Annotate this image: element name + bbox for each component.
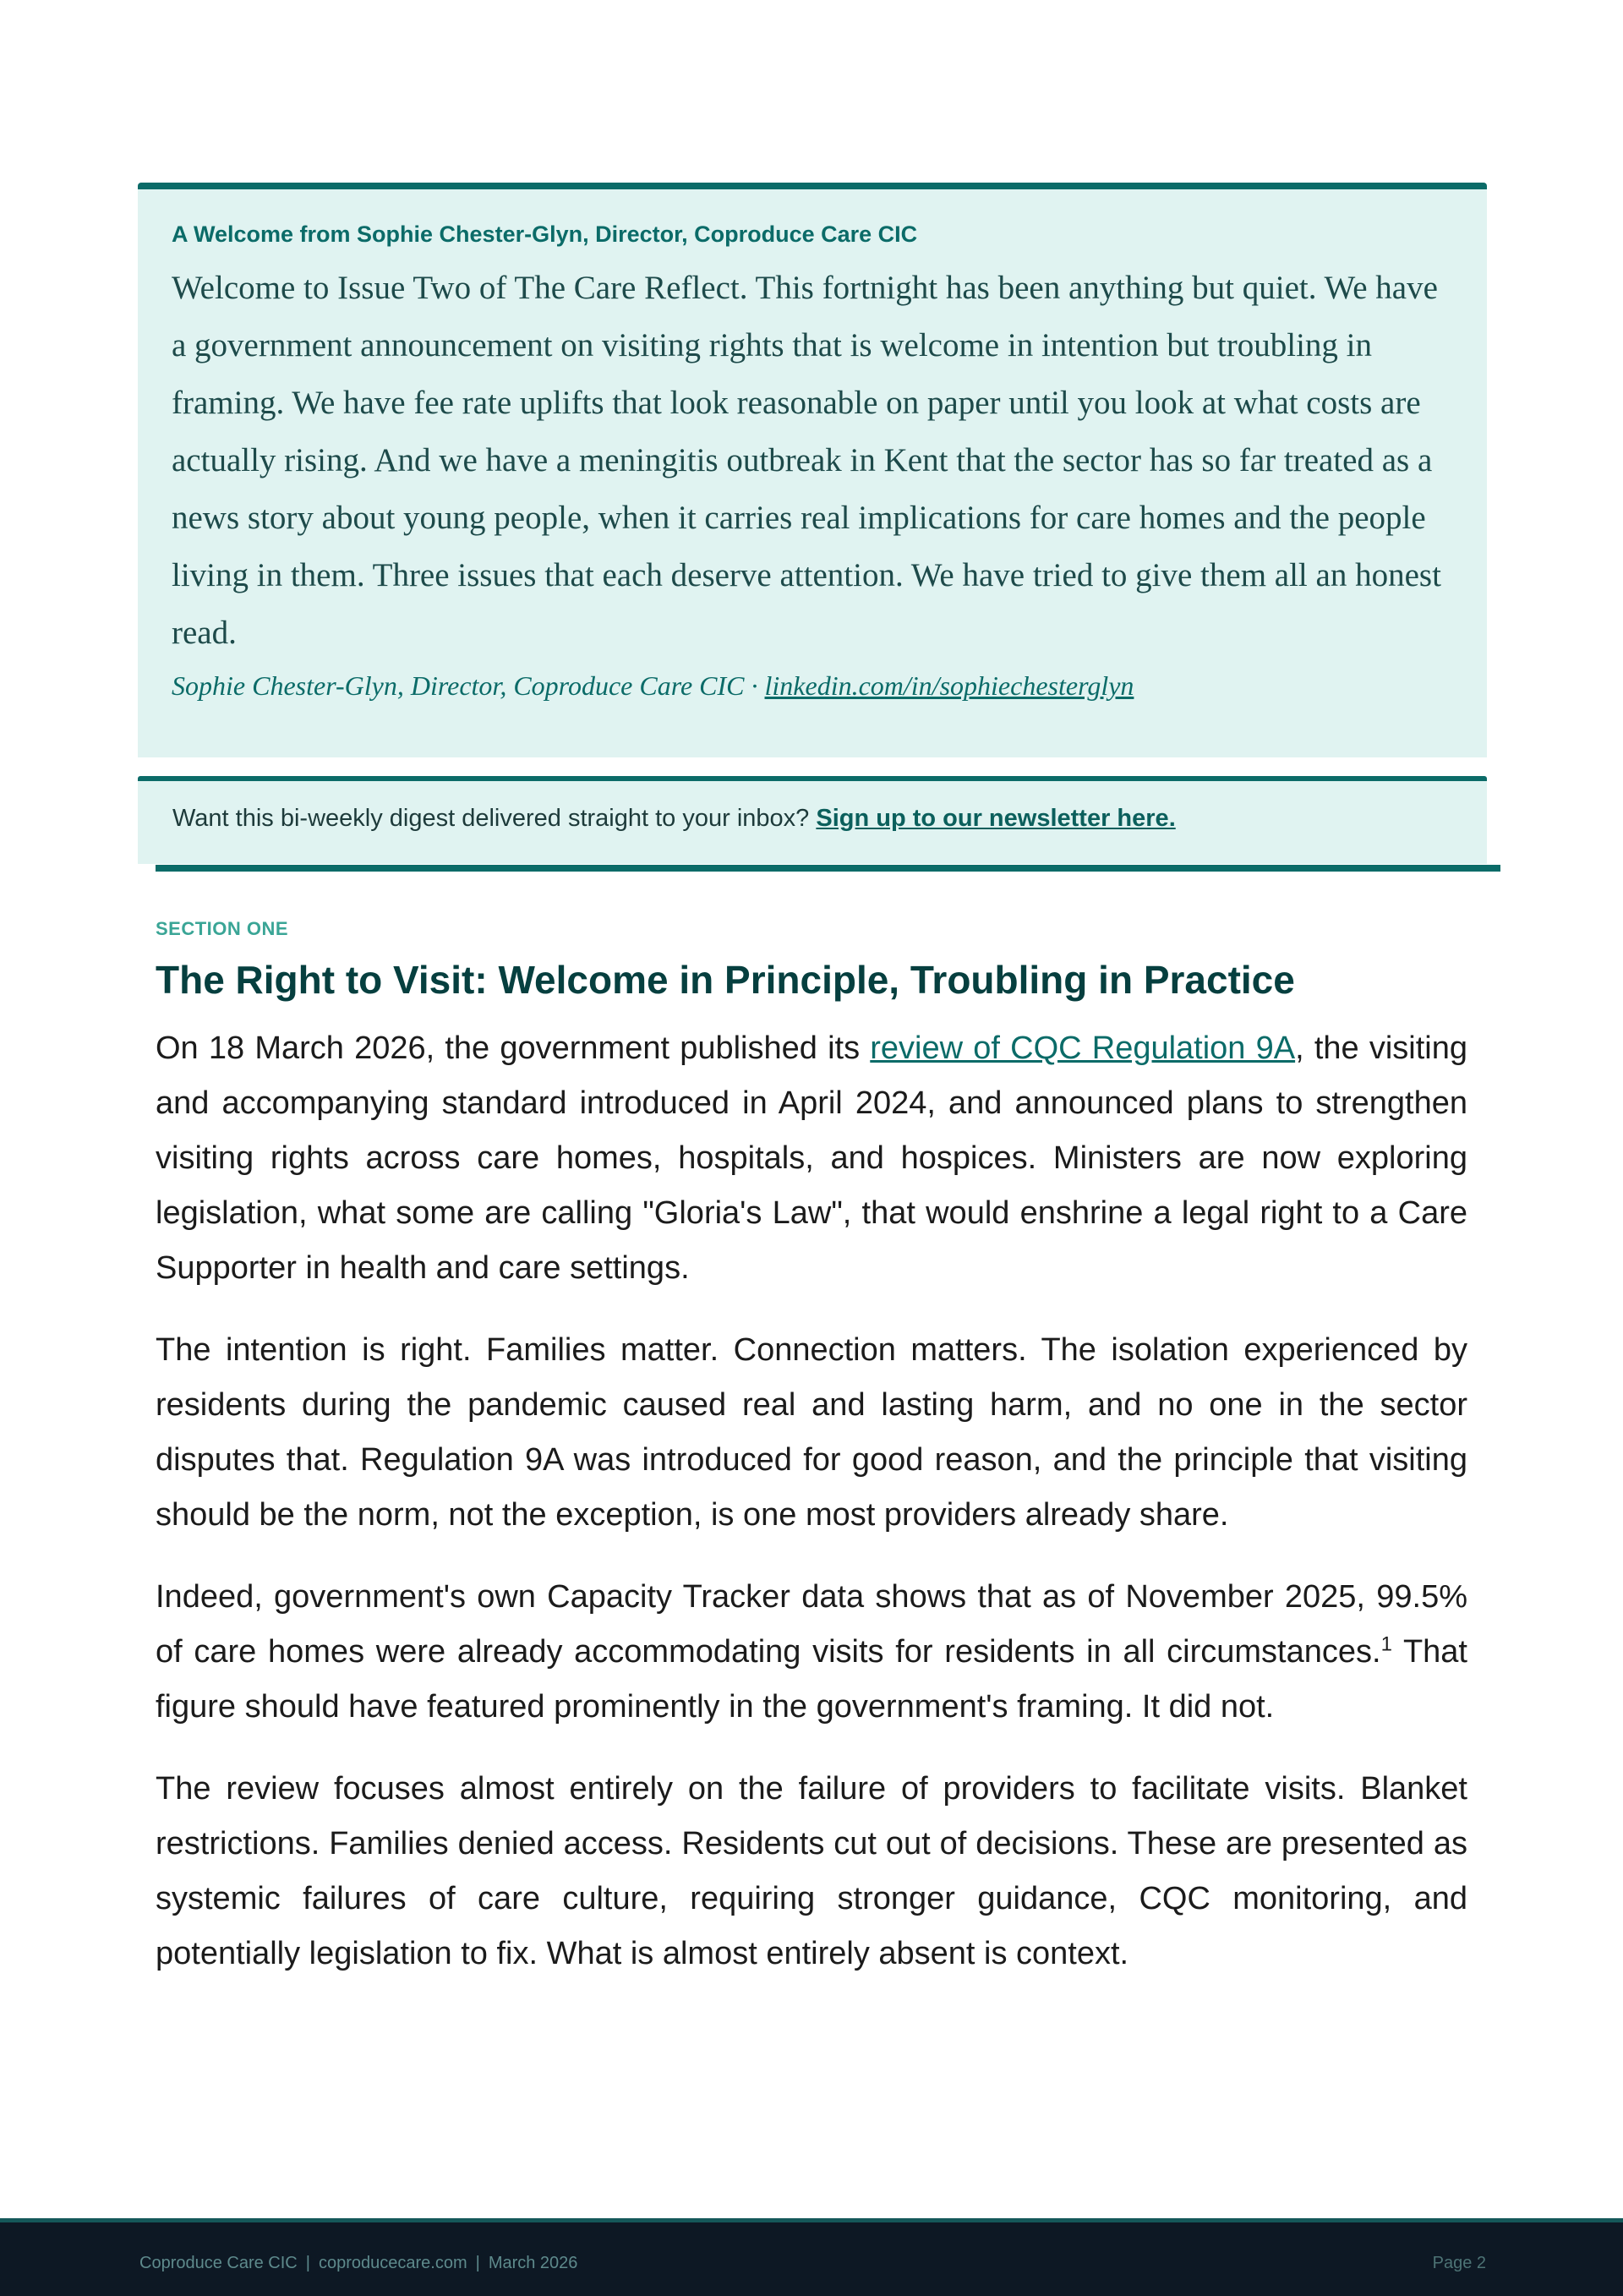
linkedin-link[interactable]: linkedin.com/in/sophiechesterglyn — [764, 670, 1134, 701]
welcome-heading: A Welcome from Sophie Chester-Glyn, Director, Coproduce Care CIC — [172, 221, 918, 247]
divider — [156, 865, 1500, 872]
text: On 18 March 2026, the government published its — [156, 1030, 871, 1066]
signature-text: Sophie Chester-Glyn, Director, Coproduce Care CIC · — [172, 670, 765, 701]
separator: | — [305, 2254, 310, 2272]
paragraph — [156, 1021, 1467, 1296]
welcome-signature — [172, 670, 1453, 702]
page-footer — [0, 2218, 1623, 2296]
section-title: The Right to Visit: Welcome in Principle, Troubling in Practice — [156, 958, 1295, 1002]
welcome-body: Welcome to Issue Two of The Care Reflect. This fortnight has been anything but quiet. We have a government announcement on visiting rights that is welcome in intention but troubling in framing. We have fee rate uplifts that look reasonable on paper until you look at what costs are actually rising. And we have a meningitis outbreak in Kent that the sector has so far treated as a news story about young people, when it carries real implications for care homes and the people living in them. Three issues that each deserve attention. We have tried to give them all an honest read. — [172, 270, 1441, 651]
footer-info — [139, 2254, 577, 2273]
paragraph: The intention is right. Families matter. Connection matters. The isolation experienced by residents during the pandemic caused real and lasting harm, and no one in the sector disputes that. Regulation 9A was introduced for good reason, and the principle that visiting should be the norm, not the exception, is one most providers already share. — [156, 1332, 1467, 1533]
footer-site: coproducecare.com — [318, 2254, 467, 2272]
newsletter-text: Want this bi-weekly digest delivered straight to your inbox? — [172, 805, 817, 832]
newsletter-box — [138, 776, 1487, 864]
newsletter-signup-link[interactable]: Sign up to our newsletter here. — [816, 805, 1176, 832]
footer-org: Coproduce Care CIC — [139, 2254, 298, 2272]
separator: | — [475, 2254, 480, 2272]
section-kicker: SECTION ONE — [156, 918, 289, 939]
footer-date: March 2026 — [488, 2254, 578, 2272]
section-one — [156, 918, 1467, 2009]
page-number: Page 2 — [1432, 2254, 1486, 2272]
text: Indeed, government's own Capacity Tracker data shows that as of November 2025, 99.5% of care homes were already accommodating visits for residents in all circumstances. — [156, 1579, 1467, 1670]
cqc-review-link[interactable]: review of CQC Regulation 9A — [870, 1030, 1296, 1066]
footnote-ref[interactable]: 1 — [1380, 1632, 1392, 1656]
paragraph — [156, 1570, 1467, 1735]
welcome-box — [138, 183, 1487, 757]
paragraph: The review focuses almost entirely on the failure of providers to facilitate visits. Blanket restrictions. Families denied access. Residents cut out of decisions. These are presented as systemic failures of care culture, requiring stronger guidance, CQC monitoring, and potentially legislation to fix. What is almost entirely absent is context. — [156, 1771, 1467, 1971]
text: , the visiting and accompanying standard introduced in April 2024, and announced plans to strengthen visiting rights across care homes, hospitals, and hospices. Ministers are now exploring legislation, what some are calling "Gloria's Law", that would enshrine a legal right to a Care Supporter in health and care settings. — [156, 1030, 1468, 1286]
text: That figure should have featured prominently in the government's framing. It did not. — [156, 1634, 1467, 1725]
